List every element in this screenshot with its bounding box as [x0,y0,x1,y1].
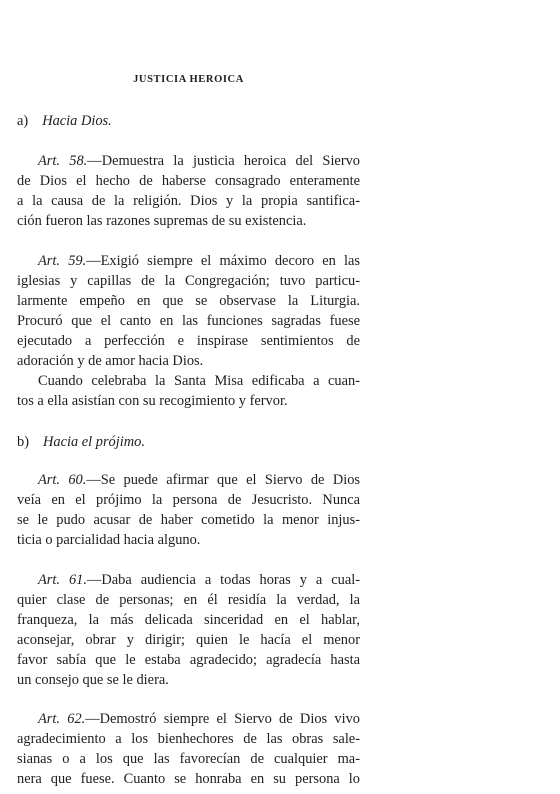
art58-number: Art. 58. [38,153,88,169]
art59-line-2: iglesias y capillas de la Congregación; tuvo particu- [17,273,360,289]
art61-text-1: —Daba audiencia a todas horas y a cual- [86,572,360,588]
art59-line-4: Procuró que el canto en las funciones sagradas fuese [17,313,360,329]
section-b-title: Hacia el prójimo. [43,434,145,450]
art61-line-1 [38,570,360,590]
art62-line-4: nera que fuese. Cuanto se honraba en su persona lo [17,771,360,787]
art60-line-3: se le pudo acusar de haber cometido la menor injus- [17,512,360,528]
art59-line-6: adoración y de amor hacia Dios. [17,353,204,369]
art61-line-5: favor sabía que le estaba agradecido; agradecía hasta [17,652,360,668]
section-b-heading [17,432,360,452]
section-a-heading [17,111,360,131]
art62-line-2: agradecimiento a los bienhechores de las obras sale- [17,731,360,747]
art59-para2-line-1: Cuando celebraba la Santa Misa edificaba a cuan- [38,373,360,389]
art60-text-1: —Se puede afirmar que el Siervo de Dios [86,472,360,488]
art59-text-1: —Exigió siempre el máximo decoro en las [86,253,360,269]
art59-line-1 [38,251,360,271]
art60-line-2: veía en el prójimo la persona de Jesucristo. Nunca [17,492,360,508]
art59-para2-line-2: tos a ella asistían con su recogimiento y fervor. [17,393,288,409]
art58-text-1: —Demuestra la justicia heroica del Siervo [87,153,361,169]
art61-line-6: un consejo que se le diera. [17,672,169,688]
art61-line-2: quier clase de personas; en él residía la verdad, la [17,592,360,608]
art62-number: Art. 62. [38,711,86,727]
art61-line-3: franqueza, la más delicada sinceridad en el hablar, [17,612,360,628]
art59-number: Art. 59. [38,253,87,269]
section-a-letter: a) [17,113,29,129]
art62-line-3: sianas o a los que las favorecían de cualquier ma- [17,751,360,767]
art60-number: Art. 60. [38,472,87,488]
art61-number: Art. 61. [38,572,87,588]
art58-line-1 [38,151,360,171]
art60-line-4: ticia o parcialidad hacia alguno. [17,532,201,548]
art62-line-1 [38,709,360,729]
art59-line-3: larmente empeño en que se observase la Liturgia. [17,293,360,309]
art58-line-3: a la causa de la religión. Dios y la propia santifica- [17,193,360,209]
section-a-title: Hacia Dios. [42,113,112,129]
art60-line-1 [38,470,360,490]
art58-line-2: de Dios el hecho de haberse consagrado enteramente [17,173,360,189]
art62-text-1: —Demostró siempre el Siervo de Dios vivo [85,711,360,727]
art58-line-4: ción fueron las razones supremas de su existencia. [17,213,307,229]
section-b-letter: b) [17,434,29,450]
document-page [17,0,360,794]
art61-line-4: aconsejar, obrar y dirigir; quien le hacía el menor [17,632,360,648]
running-head: JUSTICIA HEROICA [133,74,244,85]
art59-line-5: ejecutado a perfección e inspirase sentimientos de [17,333,360,349]
